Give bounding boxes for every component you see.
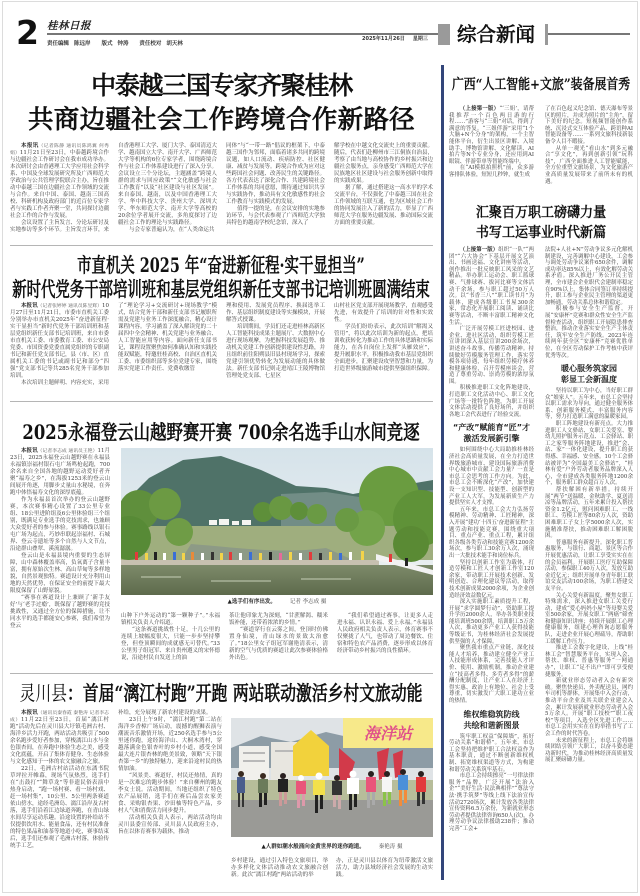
paragraph-text: 自香港理工大学、厦门大学、泰国清迈大学、越南国立大学、南开大学、广西师范大学等机构的6位专家学者，围绕跨境合作与社会工作体系建设进行了深入分享。会议设立三个分论坛，主题涵盖“跨境人群的需求与回应政策”“文化敏感与社会工作教育”以及“社区建设与社区发展”。来自泰国、越南，以及中国香港理工大学、华中科技大学、贵州大学、深圳大学、华东师范大学、南开大学等高校的20余位学者展开交流，多角度探讨了边疆社会工作的理论与实践路径。 [118, 143, 218, 226]
text-column [545, 247, 633, 764]
paragraph [545, 388, 633, 421]
paragraph-text: 坚持以创新工作室为载体，打造劳模和工匠人才创新工作室120余家，带动职工开展技术创新、发明创造、合理化建议等活动，取得技术创新成果2000余项，为企业创造经济效益数亿元。 [449, 559, 534, 599]
paragraph-text: 市总工会持续擦亮“一号律法律服务”品牌，广泛开展“法治入企”“美好生活·民法典相伴”“尊法守法·携手筑梦”等线上线下法治宣传活动2720场次，累计发放各类法律宣传资料6.5万余份，为新就业形态劳动者提供法律咨询650人(次)，办理劳动争议法律援助238件；推动完善“工会+ [449, 773, 534, 832]
paragraph [118, 303, 217, 373]
article-divider [10, 245, 433, 246]
paragraph [334, 185, 433, 227]
paragraph-text: 会议设置了主旨发言、分论坛研讨及实地参访等多个环节。主旨发言环节，来 [10, 220, 110, 233]
subhead-line: 激活发展新引擎 [463, 434, 520, 444]
paragraph [10, 220, 109, 234]
paragraph [226, 143, 325, 206]
subhead-line: 共绘和谐新图景 [463, 720, 520, 730]
subhead [449, 422, 534, 444]
paragraph-text: “风景美、赛道好，村民还热情，真的是一次难忘的跑步体验！”来自柳州的跑友李女士说。活动期间，当地还组织了特色农产品展销，选手们在赛后品尝农家美食、采购银杏果、沙田柚等特色产品，乡村人气和消费活力同步提升。 [118, 773, 222, 814]
byline: （记者张婷婷 通讯员陈昱辉） [37, 304, 102, 309]
section-title: 综合新闻 [457, 23, 536, 46]
text-column [545, 106, 633, 185]
article-divider [10, 673, 433, 674]
paragraph [545, 306, 633, 359]
subhead-line: 彰显工会新温度 [561, 375, 617, 385]
masthead-logo: 桂林日报 [47, 20, 91, 32]
paragraph [229, 613, 328, 627]
text-column [118, 303, 217, 373]
dateline: （上接第一版） [459, 106, 500, 112]
right-column-bar [441, 65, 444, 880]
dateline: 本报讯 [21, 143, 39, 149]
headline-line: 共商边疆社会工作跨境合作新路径 [27, 105, 415, 135]
paragraph-text: 登云山是永福县境内重要的生态屏障，山中森林覆盖率高，负氧离子含量丰富，拥有原始次生林、高山草甸等多样地貌，自然景观独特。赛道设计充分利用山地的天然优势，在保证安全的前提下最大限度保留了山野原貌。 [10, 553, 110, 594]
paragraph-text: 11月23日，2025永福登云山越野赛在永福县永福镇崇福村银石屯广场鸣枪起跑，700余名来自全国各地的越野运动爱好者齐聚“福寿之乡”，在海拔1253米的登云山间展开角逐，用脚步丈量山水秘境，在奔跑中体悟福寿文化的深厚底蕴。 [10, 448, 111, 496]
header-rule [47, 33, 438, 35]
paragraph-text: 11月22日至23日，首届“漓江村跑”活动先后在灵川县大圩镇毛洲古村、海洋乡活力开跑，两站活动共吸引了500余名跑步爱好者参加，穿梭漓江山水与金色银杏间，在奔跑中体验生态之美，感受文化底蕴，开启了集体育健身、生态体验与文化感知于一体的农文旅融合之旅。 [10, 717, 110, 765]
byline: （记者李志成 通讯员王艳） [37, 449, 98, 454]
paragraph [334, 143, 433, 185]
editor-role: 版式 [101, 41, 113, 47]
paragraph-text: 聚焦我市重点产业链，深化技能人才培养，推动建立健全产业工人技能形成体系，完善技能人才评价、使用、激励机制，推动企业建立“技高者多得、多劳者多得”的薪酬分配制度，让产业工人在经济上得实惠、政治上有地位、社会上受尊重，切实激发广大职工建功立业的热情。 [449, 645, 534, 704]
editor-name: 钟涛 [117, 41, 129, 47]
photo-landscape-bridge [121, 448, 433, 595]
paragraph [449, 507, 534, 560]
text-column [226, 303, 325, 380]
paragraph [10, 595, 110, 630]
paragraph-text: 理和使用、发展党员程序、换届选举工作、基层组织制度建设等实操模块，开展解答式授课。 [226, 303, 326, 323]
paragraph-text: 22日，毛洲古村站活动在东漓书院草坪拉开帷幕，现场气氛热烈，选手们在“击鼓打”“舞草龙”等非遗民俗表演中热身启动，“跑一场村赛、看一场村戏、赶一场村集”，10公里、5公里两条赛道依山傍水，途经毛洲岛、漓江沿岸及古村落，选手们沿着江边绿道奔跑，在青山绿水间尽享运动乐趣。沿途设置的补给站不仅提供饮用水、能量食品，还有村民准备的特色果品和油茶等地道小吃，赛事结束后，选手们还参观了毛洲古村落，体验传统手工艺， [10, 766, 110, 849]
paragraph-text: 据了解，通过搭建这一高水平的学术交流平台，不仅强化了中泰越三国在社会工作领域的互联互通，也为区域社会工作的协同发展注入了新的活力，彰显了广西师范大学在服务边疆发展、推动国际交流方面的重要贡献。 [334, 185, 434, 226]
paragraph [118, 227, 217, 234]
paragraph [10, 553, 110, 595]
banner-text: 海洋站 [363, 724, 413, 743]
editor-credit [101, 41, 128, 47]
paragraph-text: 学员们纷纷表示，此次培训“解渴又管用”，将以此次培训为新的起点，把培训收获转化为推动工作的具体思路和实际能力，在各自岗位上发挥“头雁效应”，提升履职水平，积极推动我市基层党组织全面进步，汇聚建设攻坚智慧和力量，为打造世界级旅游城市提供坚强组织保障。 [334, 324, 434, 372]
text-column [231, 858, 328, 879]
section-bar [545, 24, 548, 45]
paragraph-text: 在“AI模拟拍照机”前，众多游客排队体验，短短几秒钟，就生成 [449, 165, 534, 178]
paragraph [10, 303, 109, 380]
paragraph-text: 解学校在中越文化交流史上的重要贡献。随后，代表们赴柳州市三江侗族自治县，考察了由当地与高校协作的乡村振兴和边疆社会服务点，亲身感受广西师范大学在民族地区社区建设与社会服务创新中取得的实践成果。 [334, 143, 434, 184]
caption-text: ▲人群如潮水般涌向金黄世界的迷你跑道。 [261, 844, 365, 850]
date-text: 2025年11月26日 [362, 36, 405, 42]
headline: 2025永福登云山越野赛开赛 700余名选手山水间竞逐 [22, 420, 420, 444]
paragraph-text: 乡村建设，通过引入特色文旅项目，举办多样化文体活动推动农文旅融合创新。此次“漓江村跑”两站活动的举 [231, 858, 328, 878]
paragraph [334, 324, 433, 373]
paragraph-text: 职工阵地建设有新亮点。大力推进职工人文驿站、女职工关爱室、婴幼儿照护服务示范点、工会驿站、职工之家等服务阵地建设，推进“会、站、家”一体化建设，提升职工的获得感、幸福感、安全感。10个工会驿站被评为“全国最美工会驿站”，“桂林有爱”户外劳动者服务品牌深入人心，全市建成各类服务阵地1200余个，服务职工群众超百万人次。 [545, 421, 633, 487]
paragraph [337, 613, 433, 655]
paragraph [449, 734, 534, 774]
headline-main: ：首届“漓江村跑”开跑 两站联动激活乡村文旅动能 [66, 681, 423, 705]
text-column [334, 303, 433, 373]
paragraph-text: 了在百色起义纪念馆、德天瀑布等景区的照片，并成为照片的“主角”，留下美好的纪念。短视频智能创作系统、沉浸式交互体验产品、跨语种AI智能设备等……一系列文旅科技新装备令人目不暇接。 [545, 106, 633, 145]
article-divider [10, 401, 433, 402]
text-column [229, 613, 328, 662]
paragraph-text: “赛事在赛道设计上兼顾了‘新手友好’与‘老手过瘾’，既保留了越野赛的竞技挑战性，又通过全方位的保障措施，让不同水平的选手都能安心参赛，我们希望为登云 [10, 595, 110, 629]
paragraph [545, 421, 633, 487]
paragraph-text: 23日上午9时，“漓江村跑”第二站在海洋乡香樟广场启动，震撼的醒狮表演与潮流音乐激情开场，近250名选手参与5公里迷你跑，途经海洋山、大桐木湾村，穿越落满金色银杏叶的乡村小道，感受全国最大连片银杏林的绝美景致，领略“天下银杏第一乡”的独特魅力，迎来沿途村民的热情加油。 [118, 717, 222, 772]
headline-line: 书写工运事业时代新篇 [475, 225, 607, 241]
photo-credit: 记者 李志成 摄 [289, 599, 327, 605]
text-column [10, 143, 109, 234]
editor-role: 责任编辑 [47, 41, 70, 47]
paragraph [118, 710, 222, 717]
paragraph [10, 448, 110, 497]
paragraph-text: 法院+人社+N”劳动争议多元化解机制建设，完善调解中心建设，工会参与调处劳动争议案件650余件，调解成功率达85%以上，有效化解劳动关系矛盾。深入推进厂务公开民主管理，全市建会企业职代会建制率稳定在90%以上，集体合同签订率持续提升，职工参与企业民主管理的渠道更加畅通，劳动关系总体和谐稳定。 [545, 247, 633, 306]
paragraph-text: 与会专家普遍认为，在“人类命运共 [129, 227, 215, 233]
caption-text: ▲选手们有序出发。 [227, 599, 276, 605]
paragraph-text: “赛道穿行在云雾之间，登顶时仿佛置身仙境，青山绿水的景致太治愈了。”18公里女子组冠军谢艳清表示，清新的空气与优质的赛道让此次参赛体验格外出色。 [229, 627, 329, 661]
paragraph-text: 作为永福县首次举办的登云山越野赛，本次赛事精心设置了33公里专业组、18公里进阶组及6公里体验组三个组别，既满足专业选手的竞技需求，也兼顾大众爱好者的参与体验。赛事路线以银石屯广场为起点，巧妙串联起崇福村、石城界、登云寺遗址等多个自然与人文节点，沿途群山叠翠、溪流潺潺。 [10, 497, 110, 552]
subhead [449, 709, 534, 731]
paragraph-text: 积极参与安全生产监督，开展“安康杯”竞赛和群众性安全生产监督检查活动，组织职工开展隐患排查整治，推动企业落实安全生产主体责任，筑牢安全生产防线。2023年连续两年获全区“安康杯”竞赛优胜单位，在全区劳动保护工作考核中获评优秀等次。 [545, 306, 633, 359]
dateline: 本报讯 [21, 710, 38, 716]
section-block [438, 24, 450, 45]
paragraph-text: 推进工会数字化建设，上线“桂林工会”智慧服务平台，实现入会、帮扶、维权、普惠等服务“一网通办”，让职工“足不出户”即可享受便捷服务。 [545, 645, 633, 678]
paragraph [449, 560, 534, 600]
headline-line: 中泰越三国专家齐聚桂林 [91, 71, 352, 100]
paragraph-text: 从单一观光“看山水”到多元融合“享文化”，再到创新引领“玩科技”，广西全面推进人工智能赋能，全方位重塑文旅场景，为文化旅游产业高质量发展带来了前所未有的机遇。 [545, 145, 633, 185]
paragraph-text: 新就业形态劳动者入会有新突破。聚焦快递员、外卖配送员、网约车司机等群体，开展集中入会行动，推动平台企业及其关联企业建会入会，累计发展新就业形态劳动者入会5万余人。开展“职工技校”“职工夜校”等项目，入选全区先进工作……市总工会用实实在在的举措书写了工会工作的时代答卷。 [545, 678, 633, 737]
dateline: 本报讯 [21, 448, 38, 454]
paragraph [449, 773, 534, 832]
byline: （通讯员秦春霞 秦艳涛 记者李志成） [10, 711, 109, 723]
subhead [545, 363, 633, 385]
editor-name: 陈远岸 [74, 41, 91, 47]
headline: 广西“人工智能+文旅”装备展首秀 [451, 77, 631, 93]
headline-line: 汇聚百万职工磅礴力量 [475, 205, 607, 221]
text-column [10, 448, 110, 630]
paragraph [334, 303, 433, 324]
paragraph-text: “我们希望通过赛事，让更多人走进永福、认识永福、爱上永福。”永福县人民政府相关负责人表示，体育赛事不仅聚拢了人气，也带动了周边餐饮、住宿和特色农产品消费，逐步形成以体育经济带动乡村振兴的良性循环。 [337, 613, 433, 654]
headline-line: 新时代党务干部培训班和基层党组织新任支部书记培训班圆满结束 [12, 277, 430, 301]
paragraph-text: 活动相关负责人表示，两站活动均由灵川县委宣传部、灵川县人民政府主办，旨在以体育赛事为载体，推动 [118, 815, 222, 835]
paragraph-text: 如何围绕中心大局助推桂林经济社会高质量发展，在全力打造世界级旅游城市、建设国际旅游消费中心城市中贡献工会力量？一直是市总工会思考的工作方向。为此，市总工会不断深化“产改”，加快建设一支知识型、技能型、创新型的产业工人大军，为发展新质生产力提供坚实人才支撑。 [449, 447, 534, 507]
text-column [10, 303, 109, 387]
paragraph-text: 10月27日至11月21日，市委市直机关工委分别举办市直机关2025年“奋进新征程·实干显担当”新时代党务干部培训班和基层党组织新任支部书记培训班，来自市委市直机关工委、市委教育工委、市公安局党委、市国资委党委直属党组织的专职副书记和新任党支部书记，县（市、区）直属机关工委的书记或副书记和部分“四强”党支部书记等共285名党务干部参加培训。 [10, 303, 110, 379]
paragraph-text: 普惠服务有新提升。深化职工普惠服务，与银行、商超、景区等合作开展优惠活动，让职工享受实实在在的会员福利。开展职工医疗互助保障活动，参保职工40万人次，发放互助金近亿元；组织开展单身青年职工联谊交友活动100余场，为职工搭建交友平台。 [545, 539, 633, 592]
paragraph-text: 同体”与“一带一路”倡议的框架下，中泰越三国作为邻邦，面临着诸多共同的跨境议题，如人口流动、疾病防控、社区健康、减贫与发展等。跨境合作成为应对这些跨国社会问题、改善民生的关键路径。各方代表表达了深化合作、共建跨境社会工作体系的共同意愿，期待通过知识共享与实践协作，推动具有文化敏感性的社会工作教育与实践模式的发展。 [226, 143, 326, 205]
paragraph [226, 324, 325, 380]
paragraph-text: 本次培训主题鲜明、内容充实，采用 [21, 380, 110, 386]
paragraph [545, 106, 633, 146]
subhead-line: “产改”赋能育“匠”才 [452, 423, 531, 433]
weekday-text: 星期三 [412, 36, 428, 42]
paragraph [10, 380, 109, 387]
paragraph-text: 补给，充分展现了新农村建设的成果。 [118, 710, 212, 716]
paragraph [229, 627, 328, 662]
photo-runners-crowd [231, 718, 433, 837]
paragraph [449, 447, 534, 506]
dateline: 本报讯 [21, 303, 38, 309]
editor-name: 胡天林 [166, 41, 183, 47]
paragraph-text: 培训期间，学员们还走进桂林高新区人工智能科技成果主题展厅、大数据中心进行现场观摩，为把握科技发展趋势、推动机关党建工作创新提供建设性思路，并且组织前往阳朔县旧县村现场学习，探索党建引领优势转化为发展动能的具体做法。新任支部书记则走进靖江王陵博物馆管理处党支部、七星区 [226, 324, 326, 379]
paragraph [545, 146, 633, 186]
paragraph [10, 766, 109, 850]
paragraph [10, 143, 109, 220]
text-column [449, 247, 534, 833]
paragraph [545, 645, 633, 678]
paragraph-text: 了“理论学习+交流研讨+现场教学”模式，结合党务干部和新任支部书记履职所需及党建与业务工作深度融合，精心设计课程内容。学习涵盖了深入解读党的二十届四中全会精神、机关党建与业务融合、人工智能应用等内容。面向新任支部书记，课程设置聚焦如何准确认知和实践投能双赋能，特邀驻桂高校、自治区直机关工委、市委组织部等多位党建专家，围绕落实党建工作责任、党费收缴管 [118, 303, 218, 372]
paragraph [226, 206, 325, 227]
paragraph-text: 筑牢职工权益“保障墙”，拓好劳动关系“和谐桥”。五年来，市总工会坚持把维护职工合法权益作为基本职责，通过不断创新维权机制、拓宽维权渠道等方式，为构建和谐劳动关系筑牢基石。 [449, 733, 534, 773]
text-column [121, 613, 220, 662]
paragraph-text: 关心关爱有新温度。聚焦女职工特殊需求，深入推进女职工关爱行动，建成“爱心妈妈小屋”等母婴关爱室500余家，开展女职工“两癌”筛查和健康知识讲座；持续开展职工心理健康服务，组建心理咨询志愿服务队，走进企业开展心理疏导，帮助职工缓解工作压力。 [545, 592, 633, 645]
photo-caption [231, 844, 433, 851]
page-number: 2 [16, 13, 39, 52]
paragraph [121, 627, 220, 662]
paragraph [226, 303, 325, 324]
paragraph [118, 143, 217, 227]
photo-credit: 秦艳涛 摄 [378, 844, 403, 850]
paragraph [121, 613, 220, 627]
paragraph [231, 858, 328, 879]
paragraph-text: 五年来，市总工会大力弘扬劳模精神、劳动精神、工匠精神，深入开展“建功‘十四五’奋进新征程”主题劳动和技能竞赛，围绕重大项目、重点产业、重点工程，累计组织各级各类劳动和技能竞赛1200余场次，参与职工30余万人次，涌现出一大批技术能手和岗位标兵。 [449, 506, 534, 559]
paragraph [545, 247, 633, 306]
paragraph-text: 值得一提的是，在会议安排的实地参访环节，与会代表参观了广西师范大学独具特色的越南学校纪念馆，深入了 [226, 206, 326, 226]
paragraph-text: 山种下户外运动的“第一颗种子”。”永福镇相关负责人介绍道。 [121, 613, 220, 626]
dateline: （上接第一版） [459, 247, 499, 253]
paragraph-text: “‘三姐’，请帮我推荐一个百色两日游的行程……”游客与“三姐”对话，得到了满意的答复。“三姐伴游”采用“1个大脑+N个分身”的架构，一个主智能体平台，衍生出景区讲解、入境助手、博物馆讲解、文化解读、AI拍片等N个专业分身，还应用到AI眼镜、伴游带单等智能终端中。 [449, 106, 534, 165]
paragraph [449, 599, 534, 645]
text-column [337, 613, 433, 655]
paragraph [449, 165, 534, 178]
subhead-line: 暖心服务筑家园 [561, 364, 617, 374]
issue-date [362, 36, 428, 42]
paragraph [336, 858, 433, 879]
editors-line [47, 41, 192, 48]
paragraph-text: 山村社区党支部开展现场教学，直观感受先进，有效提升了培训的针对性和实效性。 [334, 303, 434, 323]
paragraph [10, 497, 110, 553]
paragraph-text: 深入实施职工素质提升工程，开展“求学圆梦行动”，资助职工提升学历2000余人，举办各类职业技能培训班500余期，培训职工5万余人次，推动更多产业工人获得技能等级证书，为桂林经济社会发展提供坚强的人才保障。 [449, 599, 534, 645]
paragraph [118, 815, 222, 836]
subhead-line: 维权维稳筑防线 [463, 709, 520, 719]
paragraph [449, 385, 534, 418]
text-column [336, 858, 433, 879]
paragraph [545, 487, 633, 540]
paragraph-text: 帮扶解困有新举措。持续开展“两节”送温暖、金秋助学、夏送清凉等品牌活动，五年来累计投入帮扶资金1.2亿元，慰问困难职工、一线职工、劳模工匠等80余万人次，资助困难职工子女上学5000余人次，实施精准帮扶，推动困难职工解困脱困。 [545, 487, 633, 540]
header-rule [548, 33, 630, 35]
paragraph [449, 326, 534, 385]
text-column [449, 106, 534, 179]
text-column [118, 143, 217, 234]
text-column [226, 143, 325, 227]
paragraph [118, 717, 222, 773]
headline-prefix: 灵川县 [19, 681, 67, 705]
paragraph-text: 广泛开展劳模工匠进校园、进企业、进社区活动，组织劳模工匠宣讲团深入基层宣讲200余场次，讲述奋斗故事，传播劳动精神。持续做好劳模服务管理工作，落实劳模各项待遇，每年组织劳模疗休养和健康体检，召开劳模座谈会，营造了尊重劳动、崇尚劳模的浓厚氛围。 [449, 326, 534, 385]
buildings [239, 742, 297, 780]
water [121, 565, 433, 595]
paragraph-text: 办，正是灵川县以体育为纽带激活文旅活力，助力县域经济社会发展的生动实践。 [336, 858, 433, 878]
byline: （记者陈静 通讯员陈鸿翼 何秀娟） [10, 144, 109, 156]
paragraph [545, 738, 633, 764]
text-column [334, 143, 433, 227]
paragraph-text: 坚持以职工为中心，当好职工群众“娘家人”。五年来，市总工会坚持以职工需求为导向，通过健全服务体系、创新服务模式、丰富服务内容等，努力打造职工满意的温暖家园。 [545, 388, 633, 421]
paragraph-text: 未来的新征程上，市总工会将继续团结引领广大职工，以奋斗姿态建功新时代，为推动桂林经济高质量发展汇聚磅礴力量。 [545, 737, 633, 764]
editor-credit [139, 41, 183, 47]
headline [20, 682, 423, 704]
paragraph [449, 247, 534, 326]
paragraph [449, 645, 534, 704]
paragraph-text: 积极推进职工文化阵地建设，打造职工文化活动中心、职工文化广场等一批特色阵地，为职工开展文体活动提供了良好场所，并组织各地工会代表进行了经验交流。 [449, 385, 534, 418]
editor-credit [47, 41, 91, 47]
bridge [121, 560, 379, 565]
paragraph-text: 11月21日至23日，中泰越跨境合作与边疆社会工作研讨会在我市成功举办。本次研讨会由香港理工大学应用社会科学系、中国及全球发展研究所及广西师范大学政治与公共管理学院联合主办，旨在推动中泰越三国在边疆社会工作领域的交流与合作。来自中国、泰国、越南三国高校、科研机构及政府部门的近百位专家学者与实践工作者齐聚一堂，共同探讨边疆社会工作的合作与发展。 [10, 150, 110, 219]
paragraph [545, 678, 633, 737]
paragraph [545, 540, 633, 593]
paragraph-text: “这条赛道挑战性十足，十几公里的连续上坡幅度很大，只能一步步坚持攀登，但登顶瞬间的成就感无可替代。”33公里男子组冠军、来自贵州遵义的宋怀德说，沿途村民自发送上的油 [121, 627, 221, 661]
paragraph [545, 593, 633, 646]
text-column [118, 710, 222, 836]
photo-village-run [231, 718, 433, 837]
paragraph-text: 组织“一队”“两团”“六大协会”下基层开展文艺演出、书画送福、文化讲座等活动，创作推出一批反映职工风采的文艺精品。举办职工运动会、职工篮球赛、气排球赛、拔河比赛等文体活动千余场，参与职工超过50万人次。以“书香三八”“职工读书月”为载体，建成各级职工书屋300余家，常态化开展职工阅读、诵读比赛等活动，不断丰富职工精神文化生活。 [449, 247, 534, 326]
paragraph [10, 710, 109, 766]
text-column [10, 710, 109, 850]
photo-trail-race-start [121, 448, 433, 595]
editor-role: 责任校对 [139, 41, 162, 47]
paragraph [449, 106, 534, 165]
paragraph [118, 773, 222, 815]
photo-caption [121, 599, 433, 606]
paragraph-text: 茶让他印象尤为深刻，“甘蔗解渴、糯米饭补能，还带着浓浓的乡情。” [229, 613, 328, 626]
headline-line: 市直机关 2025 年“奋进新征程·实干显担当” [77, 253, 365, 277]
